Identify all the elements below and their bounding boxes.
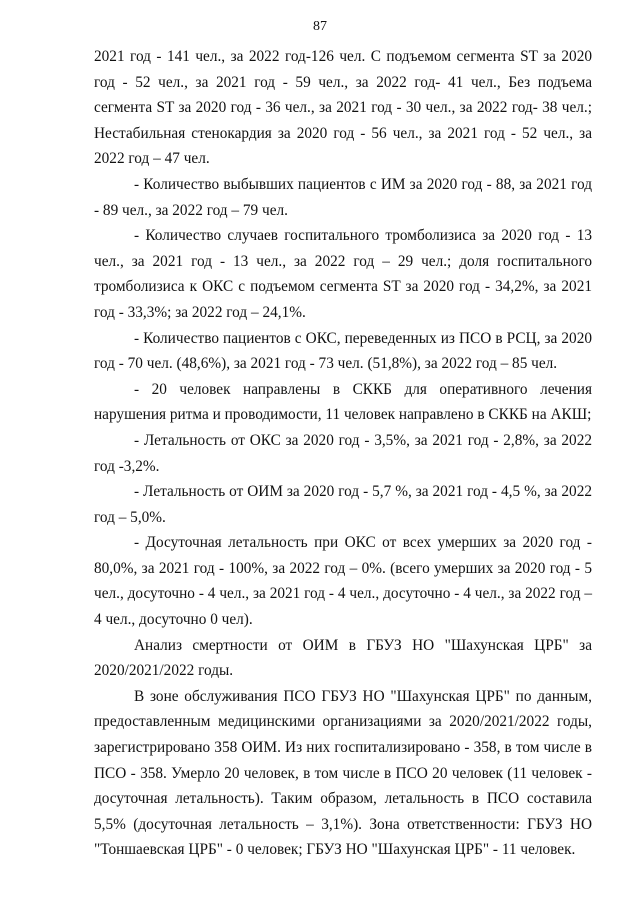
paragraph-referrals: - 20 человек направлены в СККБ для оперативного лечения нарушения ритма и проводимости, 11 человек направлено в СККБ на АКШ; (94, 380, 592, 424)
paragraph-analysis-heading: Анализ смертности от ОИМ в ГБУЗ НО "Шахунская ЦРБ" за 2020/2021/2022 годы. (94, 636, 592, 680)
page-number: 87 (313, 19, 327, 34)
document-body (94, 44, 592, 863)
paragraph-early-mortality: - Досуточная летальность при ОКС от всех умерших за 2020 год - 80,0%, за 2021 год - 100%, за 2022 год – 0%. (всего умерших за 2020 год - 5 чел., досуточно - 4 чел., за 2021 год - 4 чел., досуточно - 4 чел., за 2022 год – 4 чел., досуточно 0 чел). (94, 534, 592, 629)
paragraph-discharged-patients: - Количество выбывших пациентов с ИМ за 2020 год - 88, за 2021 год - 89 чел., за 2022 год – 79 чел. (94, 175, 592, 219)
paragraph-acs-mortality: - Летальность от ОКС за 2020 год - 3,5%, за 2021 год - 2,8%, за 2022 год -3,2%. (94, 431, 592, 475)
paragraph-continuation: 2021 год - 141 чел., за 2022 год-126 чел. С подъемом сегмента ST за 2020 год - 52 чел., за 2021 год - 59 чел., за 2022 год- 41 чел., Без подъема сегмента ST за 2020 год - 36 чел., за 2021 год - 30 чел., за 2022 год- 38 чел.; Нестабильная стенокардия за 2020 год - 56 чел., за 2021 год - 52 чел., за 2022 год – 47 чел. (94, 48, 592, 168)
paragraph-transferred-patients: - Количество пациентов с ОКС, переведенных из ПСО в РСЦ, за 2020 год - 70 чел. (48,6%), за 2021 год - 73 чел. (51,8%), за 2022 год – 85 чел. (94, 329, 592, 373)
paragraph-ami-mortality: - Летальность от ОИМ за 2020 год - 5,7 %, за 2021 год - 4,5 %, за 2022 год – 5,0%. (94, 483, 592, 526)
paragraph-service-zone: В зоне обслуживания ПСО ГБУЗ НО "Шахунская ЦРБ" по данным, предоставленным медицинскими организациями за 2020/2021/2022 годы, зарегистрировано 358 ОИМ. Из них госпитализировано - 358, в том числе в ПСО - 358. Умерло 20 человек, в том числе в ПСО 20 человек (11 человек - досуточная летальность). Таким образом, летальность в ПСО составила 5,5% (досуточная летальность – 3,1%). Зона ответственности: ГБУЗ НО "Тоншаевская ЦРБ" - 0 человек; ГБУЗ НО "Шахунская ЦРБ" - 11 человек. (94, 687, 592, 859)
paragraph-thrombolysis: - Количество случаев госпитального тромболизиса за 2020 год - 13 чел., за 2021 год - 13 чел., за 2022 год – 29 чел.; доля госпитального тромболизиса к ОКС с подъемом сегмента ST за 2020 год - 34,2%, за 2021 год - 33,3%; за 2022 год – 24,1%. (94, 227, 592, 321)
